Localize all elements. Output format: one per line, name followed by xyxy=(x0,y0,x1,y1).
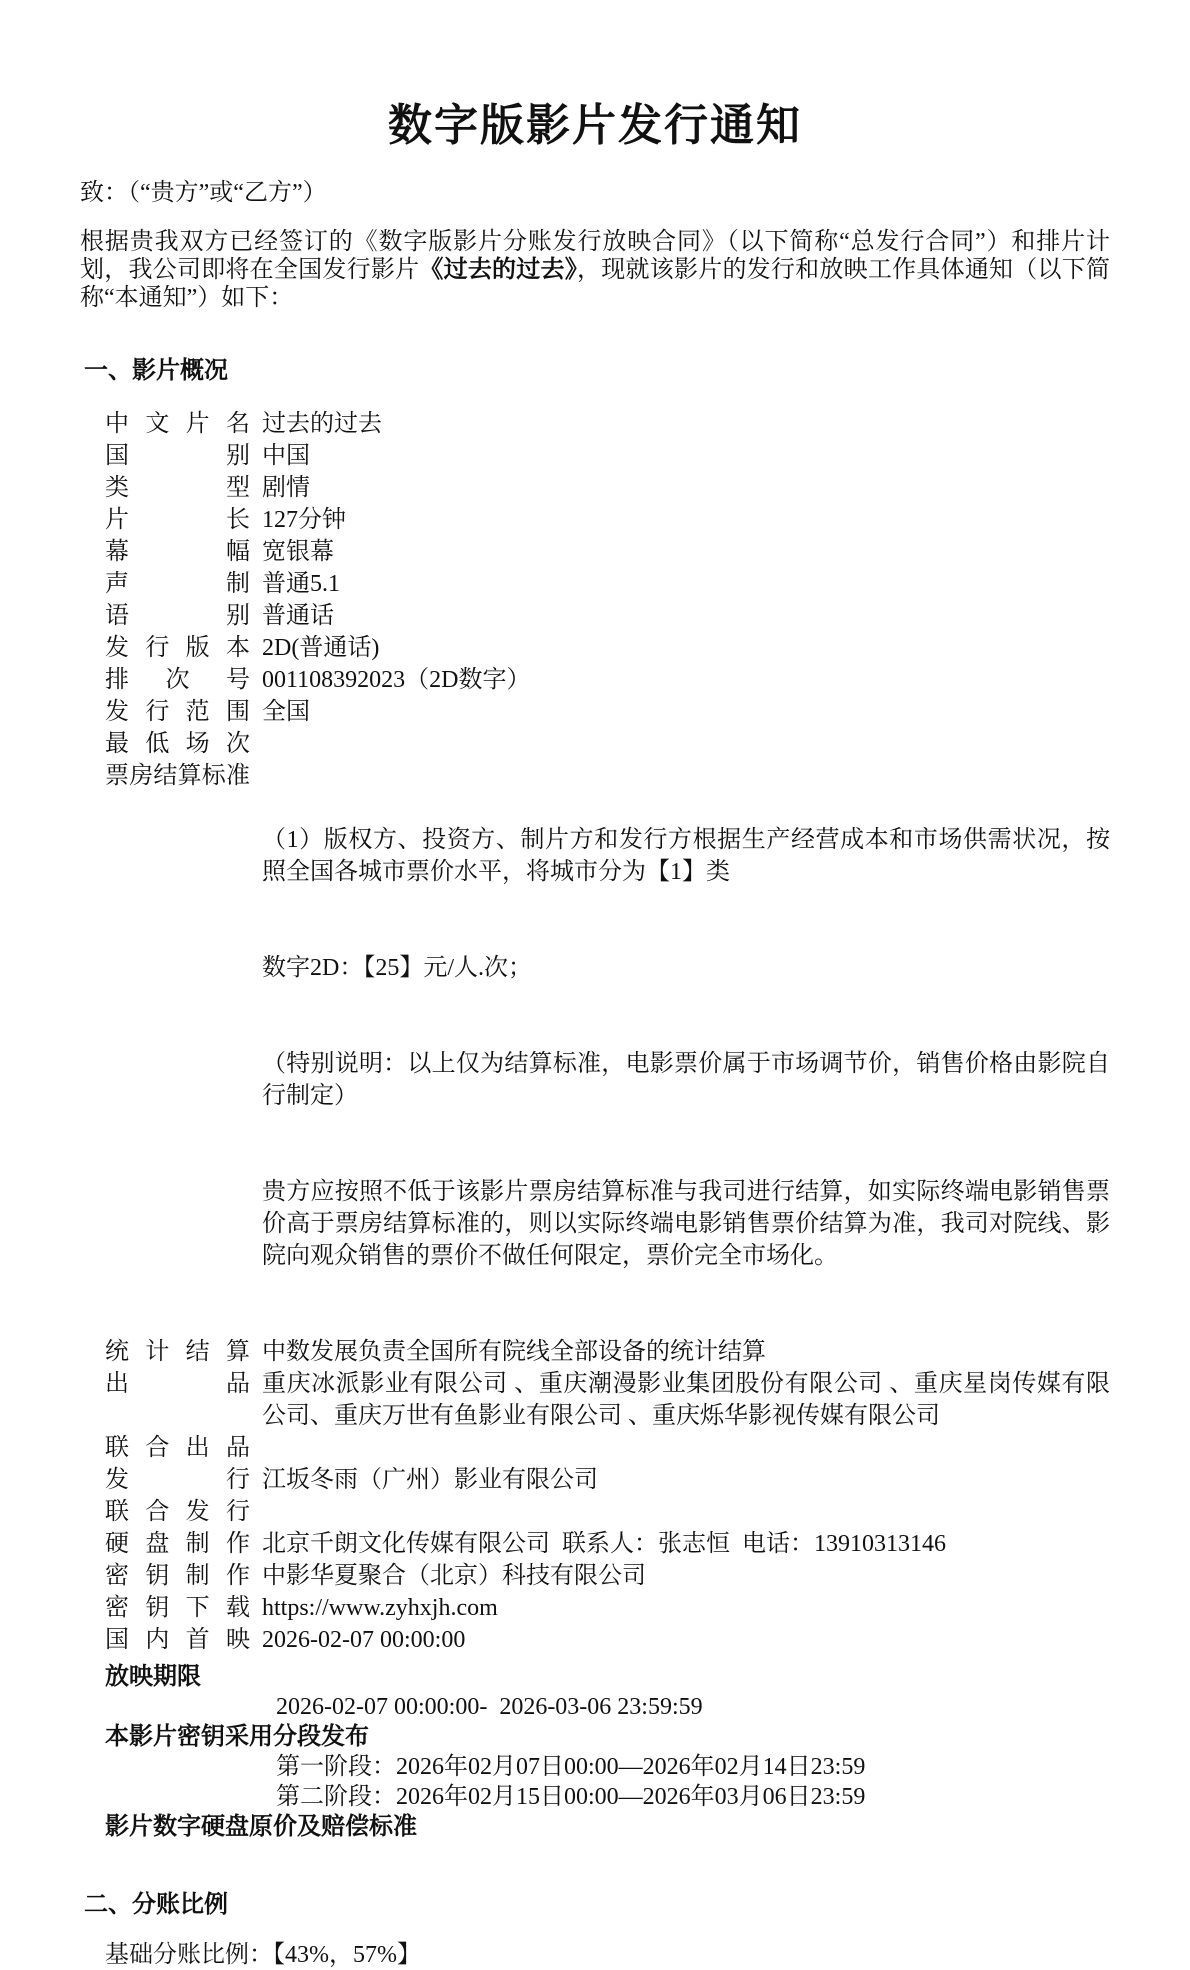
info-label: 出品 xyxy=(105,1370,250,1397)
info-row-key-download xyxy=(80,1592,1110,1624)
addressee-line: 致：（“贵方”或“乙方”） xyxy=(80,180,327,206)
info-row-runtime xyxy=(80,504,1110,536)
screening-period-value: 2026-02-07 00:00:00- 2026-03-06 23:59:59 xyxy=(276,1694,703,1720)
info-row-sound xyxy=(80,568,1110,600)
info-row-statistics-settlement xyxy=(80,1336,1110,1368)
info-row-serial-number xyxy=(80,664,1110,696)
hdd-price-compensation-label: 影片数字硬盘原价及赔偿标准 xyxy=(105,1813,417,1840)
info-label: 排次号 xyxy=(105,666,250,693)
info-value: 普通话 xyxy=(262,603,334,629)
info-label: 票房结算标准 xyxy=(105,762,250,789)
intro-text-after: ，现就该影片的发行和放映工作具体通知（以下简称“本通知”）如下： xyxy=(80,257,1111,311)
info-row-distribution xyxy=(80,1464,1110,1496)
info-label: 类型 xyxy=(105,474,250,501)
info-row-language xyxy=(80,600,1110,632)
info-value: 中影华夏聚合（北京）科技有限公司 xyxy=(262,1563,646,1589)
settlement-line: （1）版权方、投资方、制片方和发行方根据生产经营成本和市场供需状况，按照全国各城市票价水平，将城市分为【1】类 xyxy=(262,827,1110,885)
info-value: 重庆冰派影业有限公司 、重庆潮漫影业集团股份有限公司 、重庆星岗传媒有限公司、重庆万世有鱼影业有限公司 、重庆烁华影视传媒有限公司 xyxy=(262,1371,1110,1429)
settlement-line: 贵方应按照不低于该影片票房结算标准与我司进行结算，如实际终端电影销售票价高于票房结算标准的，则以实际终端电影销售票价结算为准，我司对院线、影院向观众销售的票价不做任何限定，票价完全市场化。 xyxy=(262,1179,1110,1269)
film-info-table xyxy=(80,408,1110,1656)
settlement-line: 数字2D：【25】元/人.次； xyxy=(262,955,532,981)
info-value: 普通5.1 xyxy=(262,571,340,597)
info-label: 语别 xyxy=(105,602,250,629)
intro-text-before: 根据贵我双方已经签订的《数字版影片分账发行放映合同》（以下简称“总发行合同”）和排片计划，我公司即将在全国发行影片 xyxy=(80,229,1110,283)
section-heading-film-overview: 一、影片概况 xyxy=(84,357,228,384)
info-label: 中文片名 xyxy=(105,410,250,437)
info-row-aspect xyxy=(80,536,1110,568)
info-label: 幕幅 xyxy=(105,538,250,565)
info-row-box-office-settlement xyxy=(80,760,1110,1336)
info-label: 发行版本 xyxy=(105,634,250,661)
film-title-bold: 《过去的过去》 xyxy=(419,257,578,283)
info-row-min-screenings xyxy=(80,728,1110,760)
key-segmented-release-label: 本影片密钥采用分段发布 xyxy=(105,1723,369,1750)
info-row-chinese-title xyxy=(80,408,1110,440)
info-value: 中国 xyxy=(262,443,310,469)
document-title: 数字版影片发行通知 xyxy=(388,101,802,150)
info-value: 2D(普通话) xyxy=(262,635,380,661)
info-row-release-version xyxy=(80,632,1110,664)
info-row-production xyxy=(80,1368,1110,1432)
info-label: 国别 xyxy=(105,442,250,469)
info-value: 过去的过去 xyxy=(262,411,382,437)
key-download-url: https://www.zyhxjh.com xyxy=(262,1595,498,1621)
info-label: 发行 xyxy=(105,1466,250,1493)
screening-period-label: 放映期限 xyxy=(105,1663,201,1690)
section-heading-revenue-split: 二、分账比例 xyxy=(84,1891,228,1918)
info-label: 片长 xyxy=(105,506,250,533)
info-value: 全国 xyxy=(262,699,310,725)
intro-paragraph xyxy=(80,228,1110,312)
info-value: 001108392023（2D数字） xyxy=(262,667,531,693)
info-label: 统计结算 xyxy=(105,1338,250,1365)
info-label: 联合发行 xyxy=(105,1498,250,1525)
info-row-hdd-production xyxy=(80,1528,1110,1560)
info-label: 密钥下载 xyxy=(105,1594,250,1621)
info-value: 宽银幕 xyxy=(262,539,334,565)
info-row-key-production xyxy=(80,1560,1110,1592)
settlement-line: （特别说明：以上仅为结算标准，电影票价属于市场调节价，销售价格由影院自行制定） xyxy=(262,1051,1110,1109)
info-label: 联合出品 xyxy=(105,1434,250,1461)
info-value xyxy=(262,760,1110,1336)
info-value: 江坂冬雨（广州）影业有限公司 xyxy=(262,1467,598,1493)
info-row-country xyxy=(80,440,1110,472)
info-label: 声制 xyxy=(105,570,250,597)
info-value: 中数发展负责全国所有院线全部设备的统计结算 xyxy=(262,1339,766,1365)
info-label: 发行范围 xyxy=(105,698,250,725)
info-value: 127分钟 xyxy=(262,507,346,533)
info-value: 2026-02-07 00:00:00 xyxy=(262,1627,466,1653)
key-phase-1: 第一阶段：2026年02月07日00:00—2026年02月14日23:59 xyxy=(276,1754,866,1780)
base-split-ratio: 基础分账比例：【43%，57%】 xyxy=(105,1942,421,1968)
info-row-co-production xyxy=(80,1432,1110,1464)
info-label: 最低场次 xyxy=(105,730,250,757)
info-label: 硬盘制作 xyxy=(105,1530,250,1557)
info-row-release-scope xyxy=(80,696,1110,728)
key-phase-2: 第二阶段：2026年02月15日00:00—2026年03月06日23:59 xyxy=(276,1784,866,1810)
info-row-domestic-premiere xyxy=(80,1624,1110,1656)
info-row-co-distribution xyxy=(80,1496,1110,1528)
info-label: 密钥制作 xyxy=(105,1562,250,1589)
info-label: 国内首映 xyxy=(105,1626,250,1653)
info-value: 剧情 xyxy=(262,475,310,501)
info-value: 北京千朗文化传媒有限公司 联系人：张志恒 电话：13910313146 xyxy=(262,1531,946,1557)
info-row-genre xyxy=(80,472,1110,504)
